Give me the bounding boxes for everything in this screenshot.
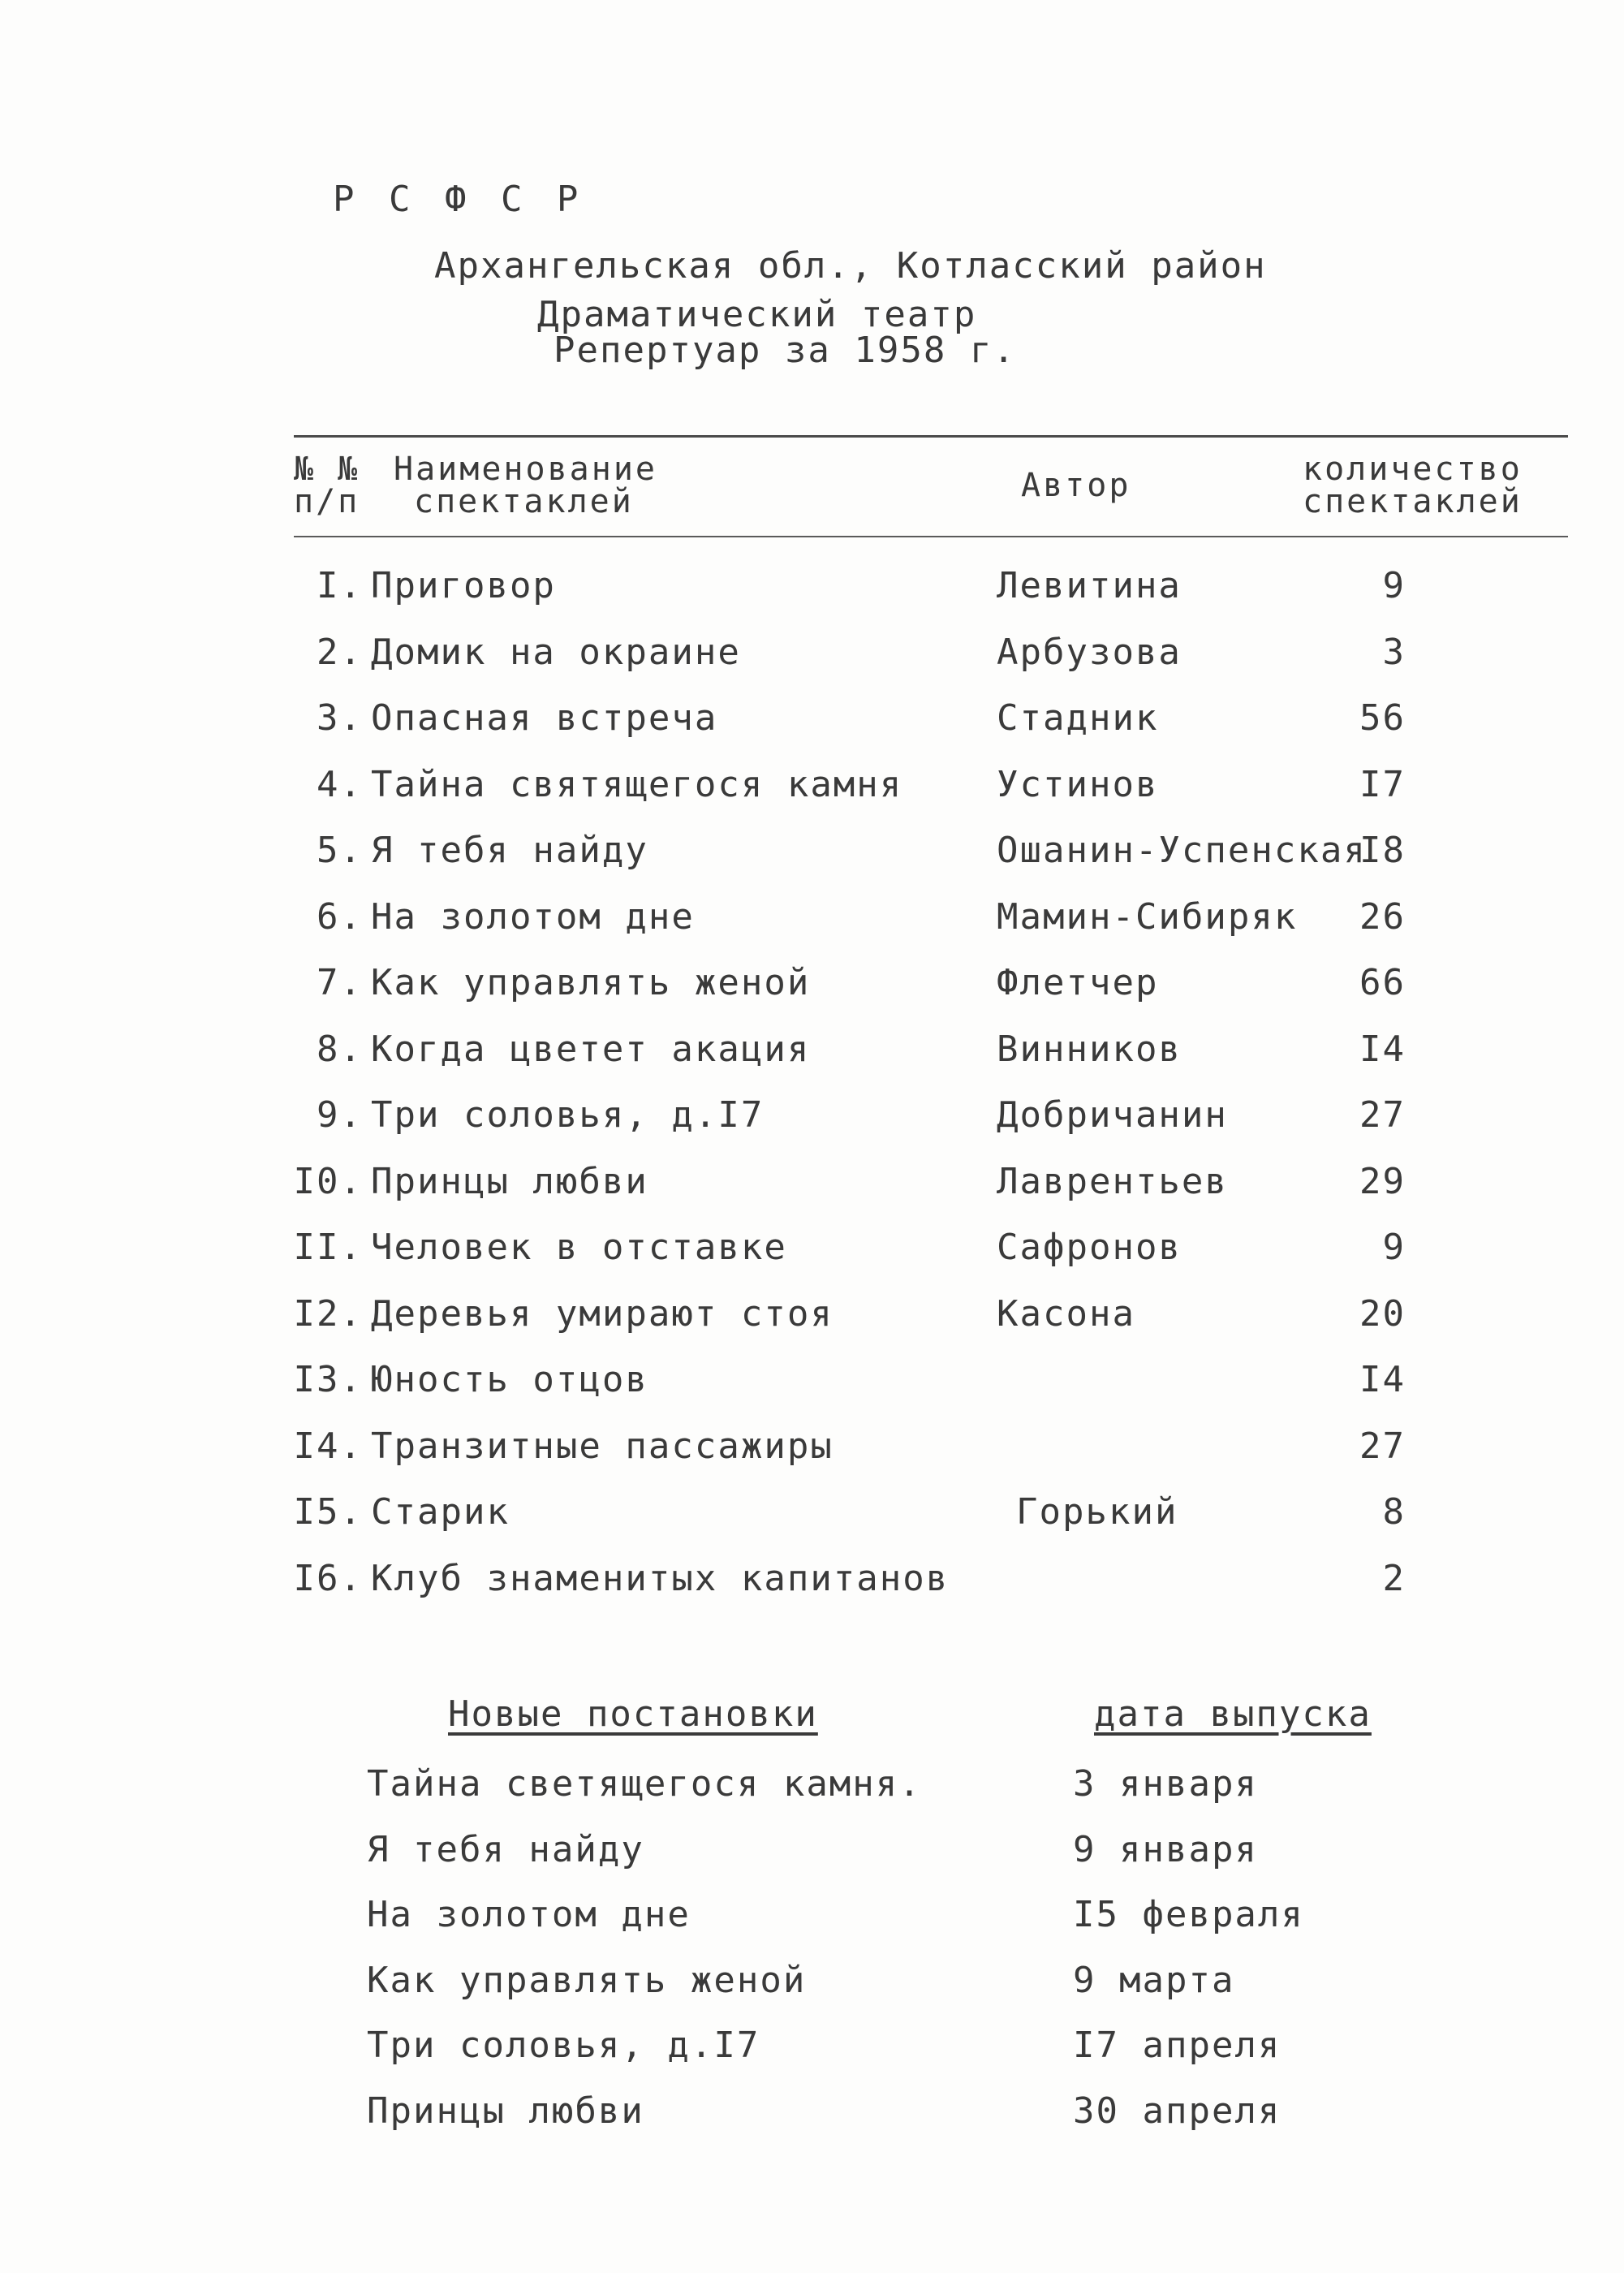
- row-title: Клуб знаменитых капитанов: [371, 1558, 950, 1599]
- row-number: 4.: [317, 764, 363, 805]
- premiere-title: Тайна светящегося камня.: [367, 1763, 922, 1805]
- row-author: Добричанин: [997, 1094, 1228, 1136]
- premieres-heading: Новые постановки: [448, 1693, 818, 1735]
- row-title: Юность отцов: [371, 1359, 648, 1400]
- row-number: I0.: [293, 1161, 363, 1202]
- col-num-header-1: № №: [294, 451, 360, 488]
- row-title: Человек в отставке: [371, 1227, 787, 1268]
- row-count: 3: [1382, 632, 1406, 673]
- theatre-line: Драматический театр: [537, 294, 977, 335]
- row-number: 9.: [317, 1094, 363, 1136]
- row-count: 8: [1382, 1491, 1406, 1533]
- col-name-header-1: Наименование: [394, 451, 657, 488]
- row-author: Устинов: [997, 764, 1159, 805]
- premiere-date: 9 марта: [1073, 1960, 1235, 2001]
- repertoire-line: Репертуар за 1958 г.: [554, 330, 1016, 371]
- col-author-header: Автор: [1021, 467, 1131, 504]
- row-author: Флетчер: [997, 962, 1159, 1003]
- premiere-title: Три соловья, д.I7: [367, 2025, 760, 2066]
- row-author: Ошанин-Успенская: [997, 830, 1367, 871]
- premiere-date: 3 января: [1073, 1763, 1258, 1805]
- row-number: 8.: [317, 1029, 363, 1070]
- row-author: Стадник: [997, 697, 1159, 739]
- row-title: Я тебя найду: [371, 830, 648, 871]
- row-count: I8: [1359, 830, 1406, 871]
- row-count: 2: [1382, 1558, 1406, 1599]
- premiere-title: На золотом дне: [367, 1894, 691, 1935]
- premiere-date: I5 февраля: [1073, 1894, 1304, 1935]
- row-count: 20: [1359, 1293, 1406, 1335]
- row-number: 5.: [317, 830, 363, 871]
- row-count: 56: [1359, 697, 1406, 739]
- row-count: 26: [1359, 896, 1406, 938]
- row-title: Приговор: [371, 565, 556, 606]
- row-title: Опасная встреча: [371, 697, 718, 739]
- col-count-header-1: количество: [1303, 451, 1523, 488]
- col-name-header-2: спектаклей: [414, 483, 634, 520]
- row-author: Горький: [1016, 1491, 1178, 1533]
- row-count: 29: [1359, 1161, 1406, 1202]
- row-number: I4.: [293, 1425, 363, 1467]
- row-author: Арбузова: [997, 632, 1182, 673]
- row-number: 3.: [317, 697, 363, 739]
- row-title: Когда цветет акация: [371, 1029, 811, 1070]
- row-author: Сафронов: [997, 1227, 1182, 1268]
- premiere-date: I7 апреля: [1073, 2025, 1282, 2066]
- table-header-rule: [294, 536, 1568, 537]
- row-number: 7.: [317, 962, 363, 1003]
- premiere-title: Я тебя найду: [367, 1829, 644, 1870]
- row-author: Левитина: [997, 565, 1182, 606]
- row-title: На золотом дне: [371, 896, 695, 938]
- row-number: I2.: [293, 1293, 363, 1335]
- premieres-date-heading: дата выпуска: [1094, 1693, 1372, 1735]
- row-title: Как управлять женой: [371, 962, 811, 1003]
- country-heading: Р С Ф С Р: [333, 179, 585, 220]
- row-author: Касона: [997, 1293, 1135, 1335]
- row-count: I4: [1359, 1029, 1406, 1070]
- row-title: Домик на окраине: [371, 632, 741, 673]
- row-title: Три соловья, д.I7: [371, 1094, 765, 1136]
- row-number: 6.: [317, 896, 363, 938]
- row-title: Деревья умирают стоя: [371, 1293, 834, 1335]
- row-count: 9: [1382, 565, 1406, 606]
- premiere-title: Как управлять женой: [367, 1960, 807, 2001]
- row-count: I4: [1359, 1359, 1406, 1400]
- row-count: 66: [1359, 962, 1406, 1003]
- row-number: I.: [317, 565, 363, 606]
- region-line: Архангельская обл., Котласский район: [434, 245, 1267, 287]
- row-title: Транзитные пассажиры: [371, 1425, 834, 1467]
- premiere-date: 9 января: [1073, 1829, 1258, 1870]
- row-number: I5.: [293, 1491, 363, 1533]
- row-count: I7: [1359, 764, 1406, 805]
- col-count-header-2: спектаклей: [1303, 483, 1523, 520]
- row-count: 27: [1359, 1425, 1406, 1467]
- row-number: 2.: [317, 632, 363, 673]
- row-title: Принцы любви: [371, 1161, 648, 1202]
- row-author: Лаврентьев: [997, 1161, 1228, 1202]
- row-count: 9: [1382, 1227, 1406, 1268]
- row-title: Старик: [371, 1491, 510, 1533]
- row-number: I6.: [293, 1558, 363, 1599]
- premiere-date: 30 апреля: [1073, 2090, 1282, 2132]
- row-number: I3.: [293, 1359, 363, 1400]
- row-count: 27: [1359, 1094, 1406, 1136]
- row-author: Мамин-Сибиряк: [997, 896, 1298, 938]
- row-author: Винников: [997, 1029, 1182, 1070]
- row-number: II.: [293, 1227, 363, 1268]
- premiere-title: Принцы любви: [367, 2090, 644, 2132]
- row-title: Тайна святящегося камня: [371, 764, 903, 805]
- table-top-rule: [294, 435, 1568, 438]
- col-num-header-2: п/п: [294, 483, 360, 520]
